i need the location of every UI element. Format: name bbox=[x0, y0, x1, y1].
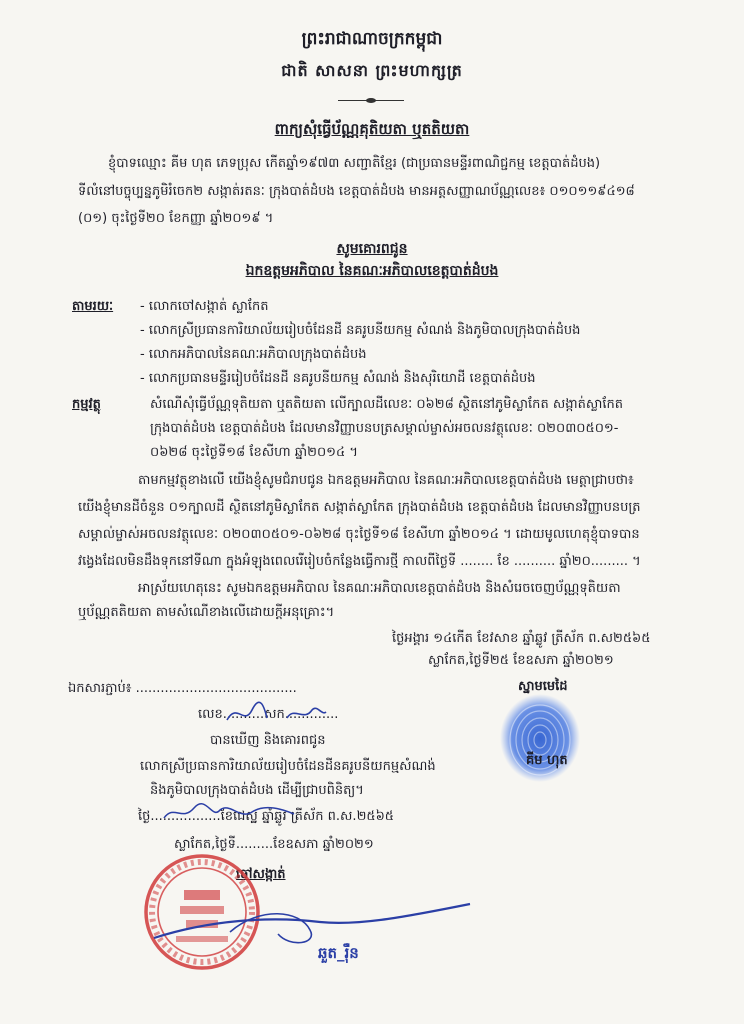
endorse-to-2: និងភូមិបាលក្រុងបាត់ដំបង ដើម្បីជ្រាបពិនិត្យ។ bbox=[150, 783, 364, 798]
thumbprint-label: ស្នាមមេដៃ bbox=[518, 679, 568, 694]
body-para2-line1: អាស្រ័យហេតុនេះ សូមឯកឧត្តមអភិបាល នៃគណៈអភិបាលខេត្តបាត់ដំបង និងសំរេចចេញប័ណ្ណទុតិយតា bbox=[138, 581, 621, 596]
fingerprint-icon bbox=[495, 692, 585, 784]
subject-line-1: សំណើសុំធ្វើប័ណ្ណទុតិយតា ឬតតិយតា លើក្បាលដីលេខៈ ០៦២៨ ស្ថិតនៅភូមិស្លាកែត សង្កាត់ស្លាកែត bbox=[150, 397, 623, 412]
header-divider bbox=[338, 100, 404, 101]
subject-line-3: ០៦២៨ ចុះថ្ងៃទី១៨ ខែសីហា ឆ្នាំ២០១៤ ។ bbox=[150, 445, 358, 460]
body-para1-line4: វង្វេងដែលមិនដឹងទុកនៅទីណា ក្នុងអំឡុងពេលរើរៀបចំកន្លែងធ្វើការថ្មី កាលពីថ្ងៃទី ........ ខែ .......... ឆ្នាំ២០......... ។ bbox=[78, 554, 641, 569]
lunar-date: ថ្ងៃអង្គារ ១៤កើត ខែវសាខ ឆ្នាំឆ្លូវ ត្រីស័ក ព.ស២៥៦៥ bbox=[392, 631, 651, 646]
signer-name: គីម ហុត bbox=[526, 753, 568, 768]
attachment-label: ឯកសារភ្ជាប់៖ ....................................... bbox=[68, 681, 297, 696]
chief-name-signature: ឆួត_រ៉ឺន bbox=[318, 944, 359, 962]
body-para2-line2: ឬប័ណ្ណតតិយតា តាមសំណើខាងលើដោយក្ដីអនុគ្រោះ។ bbox=[78, 605, 335, 620]
handwriting-ref bbox=[222, 700, 332, 730]
endorse-lunar-date: ថ្ងៃ.................ខែជេស្ឋ ឆ្នាំឆ្លូវ ត្រីស័ក ព.ស.២៥៦៥ bbox=[138, 809, 395, 824]
via-item-3: - លោកអភិបាលនៃគណៈអភិបាលក្រុងបាត់ដំបង bbox=[140, 347, 367, 362]
endorse-seen: បានឃើញ និងគោរពជូន bbox=[210, 733, 326, 748]
body-para1-line2: យើងខ្ញុំមានដីចំនួន ០១ក្បាលដី ស្ថិតនៅភូមិស្លាកែត សង្កាត់ស្លាកែត ក្រុងបាត់ដំបង ខេត្តបាត់ដំបង ដែលមានវិញ្ញាបនបត្រ bbox=[78, 500, 641, 515]
respect-heading: សូមគោរពជូន bbox=[336, 241, 408, 257]
kingdom-header: ព្រះរាជាណាចក្រកម្ពុជា bbox=[301, 29, 443, 49]
signature-stroke bbox=[150, 886, 480, 956]
via-item-2: - លោកស្រីប្រធានការិយាល័យរៀបចំដែនដី នគរូបនីយកម្ម សំណង់ និងភូមិបាលក្រុងបាត់ដំបង bbox=[140, 323, 581, 338]
via-item-1: - លោកចៅសង្កាត់ ស្លាកែត bbox=[140, 299, 269, 314]
endorse-to-1: លោកស្រីប្រធានការិយាល័យរៀបចំដែនដីនគរូបនីយកម្មសំណង់ bbox=[140, 759, 436, 774]
recipient-heading: ឯកឧត្តមអភិបាល នៃគណៈអភិបាលខេត្តបាត់ដំបង bbox=[245, 263, 499, 279]
document-title: ពាក្យសុំធ្វើប័ណ្ណគុតិយតា ឬតតិយតា bbox=[274, 120, 470, 138]
intro-line-3: (០១) ចុះថ្ងៃទី២០ ខែកញ្ញា ឆ្នាំ២០១៩ ។ bbox=[78, 211, 274, 226]
body-para1-line3: សម្គាល់ម្ចាស់អចលនវត្ថុលេខៈ ០២០៣០៥០១-០៦២៨ ចុះថ្ងៃទី១៨ ខែសីហា ឆ្នាំ២០១៤ ។ ដោយមូលហេតុខ្ញុំបាទបាន bbox=[78, 527, 640, 542]
via-item-4: - លោកប្រធានមន្ទីររៀបចំដែនដី នគរូបនីយកម្ម សំណង់ និងសុរិយោដី ខេត្តបាត់ដំបង bbox=[140, 371, 536, 386]
endorse-ref: លេខ..........សក............. bbox=[198, 707, 339, 722]
chief-title: ចៅសង្កាត់ bbox=[236, 867, 286, 882]
via-label: តាមរយៈ bbox=[72, 299, 114, 314]
intro-line-2: ទីលំនៅបច្ចុប្បន្នភូមិរំចេក២ សង្កាត់រតនៈ ក្រុងបាត់ដំបង ខេត្តបាត់ដំបង មានអត្តសញ្ញាណប័ណ្ណលេខ៖ ០១០១១៩៤១៨ bbox=[78, 184, 635, 199]
subject-line-2: ក្រុងបាត់ដំបង ខេត្តបាត់ដំបង ដែលមានវិញ្ញាបនបត្រសម្គាល់ម្ចាស់អចលនវត្ថុលេខៈ ០២០៣០៥០១- bbox=[150, 421, 619, 436]
intro-line-1: ខ្ញុំបាទឈ្មោះ គីម ហុត ភេទប្រុស កើតឆ្នាំ១៩៧៣ សញ្ជាតិខ្មែរ (ជាប្រធានមន្ទីរពាណិជ្ជកម្ម ខេត្តបាត់ដំបង) bbox=[108, 156, 601, 171]
endorse-solar-date: ស្លាកែត,ថ្ងៃទី.........ខែឧសភា ឆ្នាំ២០២១ bbox=[174, 837, 374, 852]
handwriting-date bbox=[160, 800, 300, 826]
national-motto: ជាតិ សាសនា ព្រះមហាក្សត្រ bbox=[281, 61, 463, 80]
body-para1-line1: តាមកម្មវត្ថុខាងលើ យើងខ្ញុំសូមជំរាបជូន ឯកឧត្តមអភិបាល នៃគណៈអភិបាលខេត្តបាត់ដំបង មេត្តាជ្រាបថា៖ bbox=[138, 473, 634, 488]
subject-label: កម្មវត្ថុ bbox=[72, 397, 101, 412]
solar-date: ស្លាកែត,ថ្ងៃទី២៥ ខែឧសភា ឆ្នាំ២០២១ bbox=[428, 653, 614, 668]
